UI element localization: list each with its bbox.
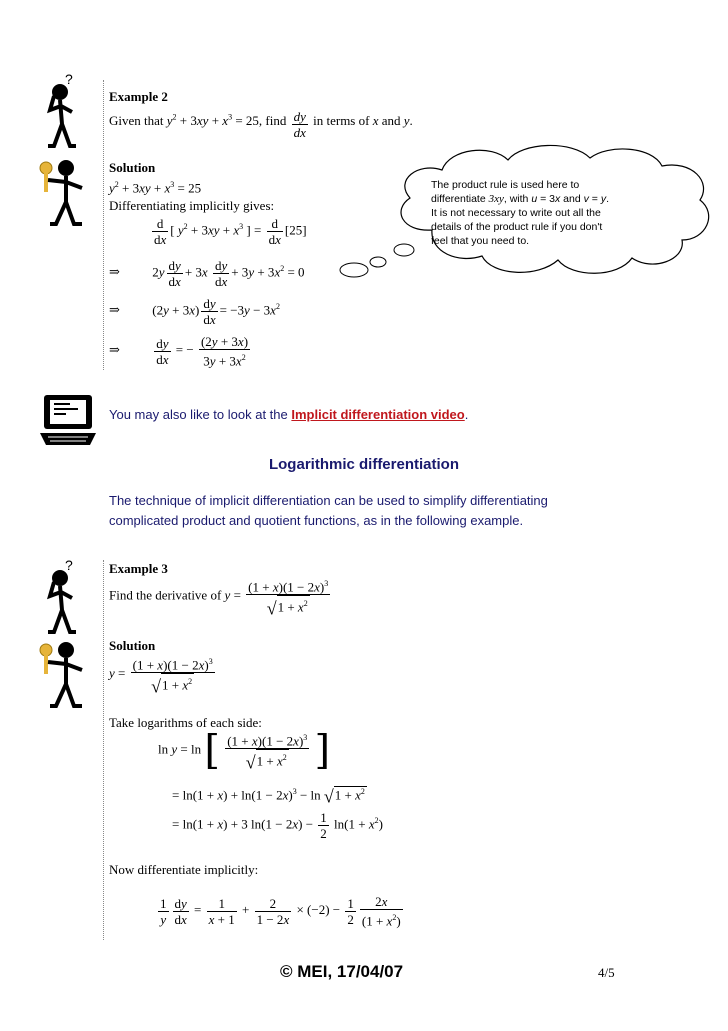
implicit-differentiation-video-link[interactable]: Implicit differentiation video (291, 407, 465, 422)
solution2-step1: $\frac{d}{dx}$ [ $y^2 + 3xy + x^3$ ] = $\frac{d}{dx}$ [25] (154, 216, 307, 247)
solution2-step3: ⇒ (2y + 3x) $\frac{dy}{dx}$ = $-3y - 3x^2$ (109, 296, 280, 327)
thinking-figure-icon-2 (38, 558, 88, 638)
log-step3: = ln(1 + x) + 3 ln(1 − 2x) − $\frac{1}{2}$ $\ln(1 + x^2)$ (172, 810, 383, 841)
solution2-equation: $y^2 + 3xy + x^3 = 25$ (109, 180, 202, 196)
key-figure-icon-2 (38, 632, 93, 712)
log-step1: ln y = ln [ $\frac{(1 + x)(1 - 2x)^3}{√1 + x^2}$ ] (158, 727, 331, 774)
logs-text: Take logarithms of each side: (109, 715, 262, 730)
bubble-text: The product rule is used here to differentiate 3xy, with u = 3x and v = y. It is not necessary to write out all the details of the product rule if you don't feel that you need to. (431, 179, 609, 247)
section-intro: The technique of implicit differentiation can be used to simplify differentiating complicated product and quotient functions, as in the following example. (109, 493, 548, 528)
diff-text: Now differentiate implicitly: (109, 862, 259, 877)
solution2-step2: ⇒ 2y $\frac{dy}{dx}$ + 3x $\frac{dy}{dx}$ + $3y + 3x^2 = 0$ (109, 258, 305, 289)
solution2-heading: Solution (109, 160, 156, 175)
svg-text:?: ? (65, 72, 73, 87)
solution3-equation: y = $\frac{(1 + x)(1 - 2x)^3}{√1 + x^2}$ (109, 657, 213, 697)
svg-text:?: ? (65, 558, 73, 573)
computer-icon (40, 393, 98, 448)
example3-statement: Find the derivative of y = $\frac{(1 + x)(1 - 2x)^3}{√1 + x^2}$ (109, 579, 329, 619)
video-line: You may also like to look at the Implicit differentiation video. (109, 407, 469, 422)
log-step2: = $\ln(1 + x) + \ln(1 - 2x)^3 - \ln √1 + x^2$ (172, 786, 365, 807)
key-figure-icon (38, 150, 93, 230)
example2-statement: Given that $y^2 + 3xy + x^3 = 25$, find $\frac{dy}{dx}$ in terms of x and y. (109, 109, 413, 140)
example2-heading: Example 2 (109, 89, 168, 104)
diff-step1: $\frac{1}{y}$ $\frac{dy}{dx}$ = $\frac{1}{x + 1}$ + $\frac{2}{1 - 2x}$ × (−2) − $\frac{1}{2}$ $\frac{2x}{(1 + x^2)}$ (160, 894, 401, 929)
section-title: Logarithmic differentiation (268, 456, 459, 473)
differentiating-text: Differentiating implicitly gives: (109, 198, 275, 213)
margin-rule-2 (103, 560, 104, 940)
footer-copyright: © MEI, 17/04/07 (280, 962, 404, 981)
solution2-step4: ⇒ $\frac{dy}{dx}$ = − $\frac{(2y + 3x)}{3y + 3x^2}$ (109, 334, 249, 369)
thinking-figure-icon (38, 72, 88, 152)
solution3-heading: Solution (109, 638, 156, 653)
page-number: 4/5 (598, 965, 615, 980)
margin-rule (103, 80, 104, 370)
example3-heading: Example 3 (109, 561, 168, 576)
